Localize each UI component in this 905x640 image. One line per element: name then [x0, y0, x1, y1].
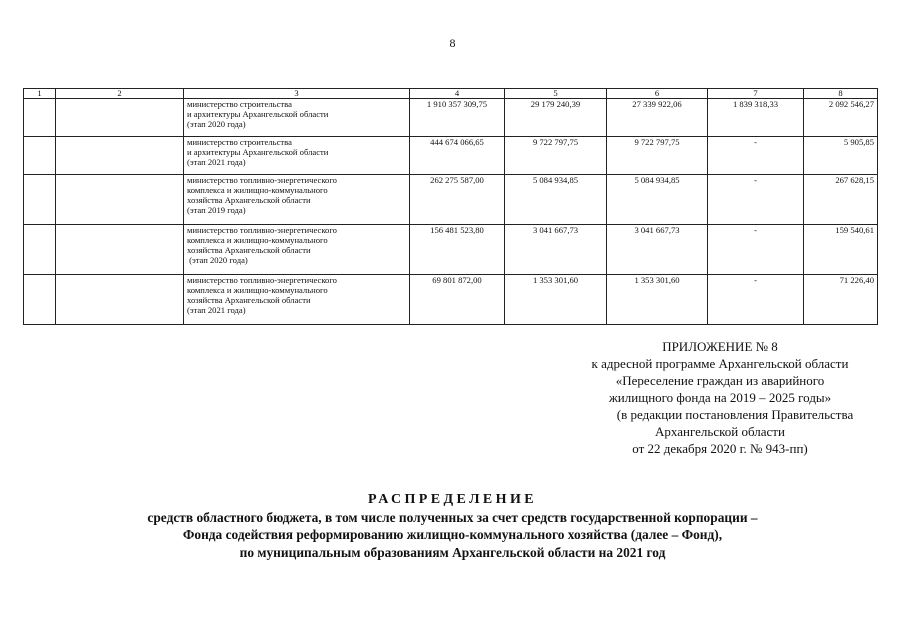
table-cell-col5: 3 041 667,73: [505, 225, 607, 275]
appendix-line: «Переселение граждан из аварийного: [615, 373, 825, 388]
table-cell-col6: 3 041 667,73: [607, 225, 708, 275]
recipient-name-line: хозяйства Архангельской области: [187, 295, 311, 305]
document-title-main: РАСПРЕДЕЛЕНИЕ: [368, 492, 537, 507]
column-number: 3: [184, 89, 410, 99]
recipient-name-line: (этап 2021 года): [187, 305, 246, 315]
column-number: 2: [56, 89, 184, 99]
recipient-name-line: хозяйства Архангельской области: [187, 245, 311, 255]
column-number: 1: [24, 89, 56, 99]
appendix-line: жилищного фонда на 2019 – 2025 годы»: [608, 390, 832, 405]
table-cell-col4: 69 801 872,00: [410, 275, 505, 325]
column-number-row: [24, 89, 878, 99]
table-cell-col6: 1 353 301,60: [607, 275, 708, 325]
table-cell-empty: [24, 137, 56, 175]
table-row: [24, 175, 878, 225]
recipient-name-line: и архитектуры Архангельской области: [187, 147, 329, 157]
table-row: [24, 225, 878, 275]
table-cell-col5: 29 179 240,39: [505, 99, 607, 137]
table-cell-col6: 9 722 797,75: [607, 137, 708, 175]
page-number: 8: [449, 36, 456, 50]
recipient-name-line: министерство топливно-энергетического: [187, 225, 337, 235]
recipient-name-cell: [184, 225, 410, 275]
recipient-name-line: министерство строительства: [187, 137, 292, 147]
table-cell-col8: 2 092 546,27: [804, 99, 878, 137]
recipient-name-line: комплекса и жилищно-коммунального: [187, 235, 328, 245]
column-number: 4: [410, 89, 505, 99]
table-cell-empty: [24, 275, 56, 325]
table-cell-col5: 5 084 934,85: [505, 175, 607, 225]
table-cell-col7: 1 839 318,33: [708, 99, 804, 137]
table-cell-col8: 267 628,15: [804, 175, 878, 225]
column-number: 7: [708, 89, 804, 99]
table-cell-empty: [24, 225, 56, 275]
table-cell-col7: -: [708, 275, 804, 325]
table-row: [24, 137, 878, 175]
table-cell-col8: 159 540,61: [804, 225, 878, 275]
appendix-heading: [540, 338, 900, 457]
table-cell-empty: [56, 275, 184, 325]
table-cell-empty: [56, 175, 184, 225]
table-row: [24, 275, 878, 325]
table-cell-empty: [56, 225, 184, 275]
table-cell-col7: -: [708, 175, 804, 225]
document-title: [0, 491, 905, 561]
appendix-line: ПРИЛОЖЕНИЕ № 8: [662, 339, 778, 354]
recipient-name-line: министерство строительства: [187, 99, 292, 109]
recipient-name-line: (этап 2020 года): [187, 255, 248, 265]
recipient-name-cell: [184, 99, 410, 137]
recipient-name-cell: [184, 275, 410, 325]
table-cell-col4: 156 481 523,80: [410, 225, 505, 275]
table-cell-empty: [24, 175, 56, 225]
table-cell-col4: 444 674 066,65: [410, 137, 505, 175]
document-title-line: по муниципальным образованиям Архангельской области на 2021 год: [239, 544, 666, 560]
table-cell-col8: 5 905,85: [804, 137, 878, 175]
table-cell-col7: -: [708, 137, 804, 175]
column-number: 6: [607, 89, 708, 99]
table-cell-col5: 1 353 301,60: [505, 275, 607, 325]
appendix-line: к адресной программе Архангельской области: [591, 356, 849, 371]
column-number: 5: [505, 89, 607, 99]
table-cell-col4: 262 275 587,00: [410, 175, 505, 225]
recipient-name-line: (этап 2020 года): [187, 119, 246, 129]
recipient-name-line: хозяйства Архангельской области: [187, 195, 311, 205]
recipient-name-line: комплекса и жилищно-коммунального: [187, 285, 328, 295]
recipient-name-line: министерство топливно-энергетического: [187, 175, 337, 185]
table-cell-empty: [24, 99, 56, 137]
recipient-name-cell: [184, 137, 410, 175]
appendix-line: (в редакции постановления Правительства: [616, 407, 854, 422]
recipient-name-line: министерство топливно-энергетического: [187, 275, 337, 285]
table-cell-col4: 1 910 357 309,75: [410, 99, 505, 137]
table-row: [24, 99, 878, 137]
column-number: 8: [804, 89, 878, 99]
recipient-name-line: (этап 2021 года): [187, 157, 246, 167]
appendix-line: от 22 декабря 2020 г. № 943-пп): [632, 441, 808, 456]
recipient-name-cell: [184, 175, 410, 225]
appendix-line: Архангельской области: [655, 424, 785, 439]
table-cell-col7: -: [708, 225, 804, 275]
table-cell-empty: [56, 99, 184, 137]
table-cell-empty: [56, 137, 184, 175]
document-title-line: средств областного бюджета, в том числе полученных за счет средств государственной корпорации –: [147, 509, 758, 525]
recipient-name-line: и архитектуры Архангельской области: [187, 109, 329, 119]
distribution-table: [23, 88, 878, 325]
recipient-name-line: комплекса и жилищно-коммунального: [187, 185, 328, 195]
document-title-line: Фонда содействия реформированию жилищно-коммунального хозяйства (далее – Фонд),: [182, 527, 723, 543]
recipient-name-line: (этап 2019 года): [187, 205, 246, 215]
table-cell-col6: 27 339 922,06: [607, 99, 708, 137]
table-cell-col5: 9 722 797,75: [505, 137, 607, 175]
table-cell-col8: 71 226,40: [804, 275, 878, 325]
table-cell-col6: 5 084 934,85: [607, 175, 708, 225]
